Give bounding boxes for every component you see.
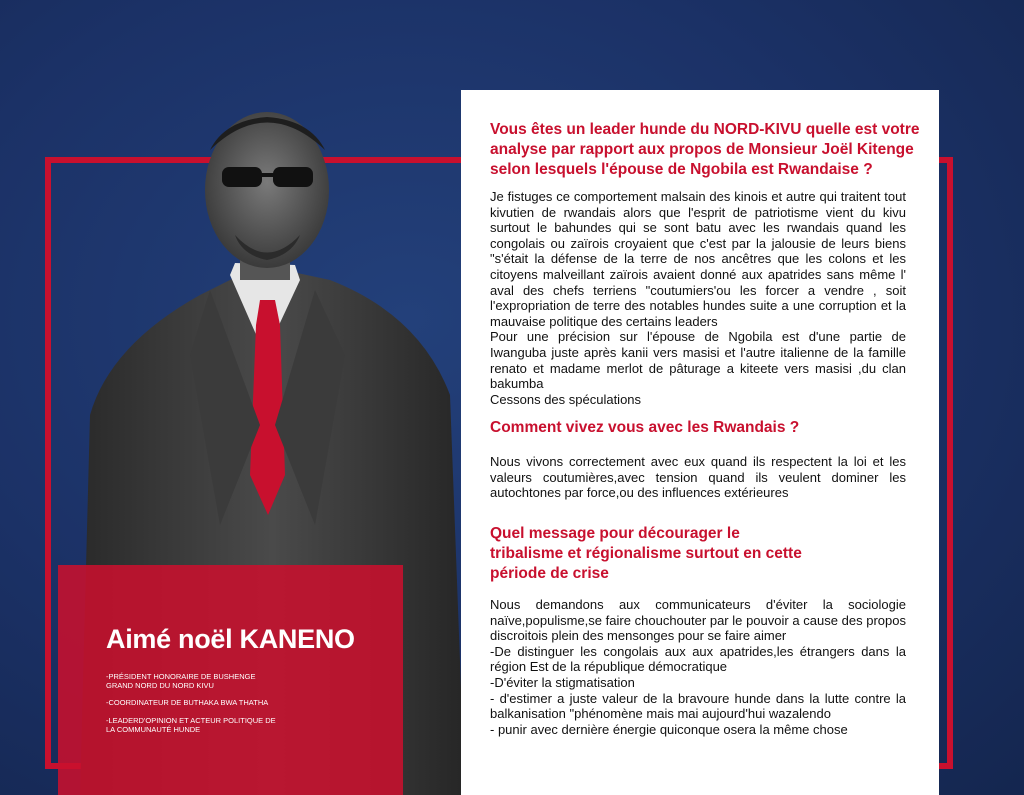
question-2: Comment vivez vous avec les Rwandais ? [490,419,800,436]
person-name: Aimé noël KANENO [106,624,355,654]
answer-1: Je fistuges ce comportement malsain des kinois et autre qui traitent tout kivutien de rwandais alors que l'esprit de patriotisme vient du kivu surtout le bahundes qui se sont batu avec les rwandais quand les congolais ou zaïrois croyaient que c'est par la jalousie de leurs biens "s'était la défense de la terre de nos ancêtres que les colons et les citoyens malveillant zaïrois avaient donné aux apatrides sans même l' aval des chefs terriens "coutumiers'ou les forcer a vendre , soit l'expropriation de terre des notables hundes suite a une corruption et la mauvaise politique des certains leaders Pour une précision sur l'épouse de Ngobila est d'une partie de Iwanguba juste après kanii vers masisi et l'autre italienne de la famille renato et madame merlot de pâturage a kiteete vers masisi ,du clan bakumba Cessons des spéculations [490,189,906,407]
role-3: -LEADERD'OPINION ET ACTEUR POLITIQUE DE LA COMMUNAUTÉ HUNDE [106,716,276,734]
role-1: -PRÉSIDENT HONORAIRE DE BUSHENGE GRAND NORD DU NORD KIVU [106,672,256,690]
answer-3: Nous demandons aux communicateurs d'éviter la sociologie naïve,populisme,se faire chouchouter par le pouvoir a cause des propos discroitois plein des mensonges pour se faire aimer -De distinguer les congolais aux aux apatrides,les étrangers dans la région Est de la république démocratique -D'éviter la stigmatisation - d'estimer a juste valeur de la bravoure hunde dans la lutte contre la balkanisation "phénomène mais mai aujourd'hui wazalendo - punir avec dernière énergie quiconque osera la même chose [490,597,906,737]
answer-2: Nous vivons correctement avec eux quand ils respectent la loi et les valeurs coutumières,avec tension quand ils veulent dominer les autochtones par force,ou des influences extérieures [490,454,906,501]
question-1: Vous êtes un leader hunde du NORD-KIVU quelle est votre analyse par rapport aux propos de Monsieur Joël Kitenge selon lesquels l'épouse de Ngobila est Rwandaise ? [490,121,920,178]
role-2: -COORDINATEUR DE BUTHAKA BWA THATHA [106,698,269,707]
question-3: Quel message pour décourager le tribalisme et régionalisme surtout en cette période de crise [490,525,802,582]
